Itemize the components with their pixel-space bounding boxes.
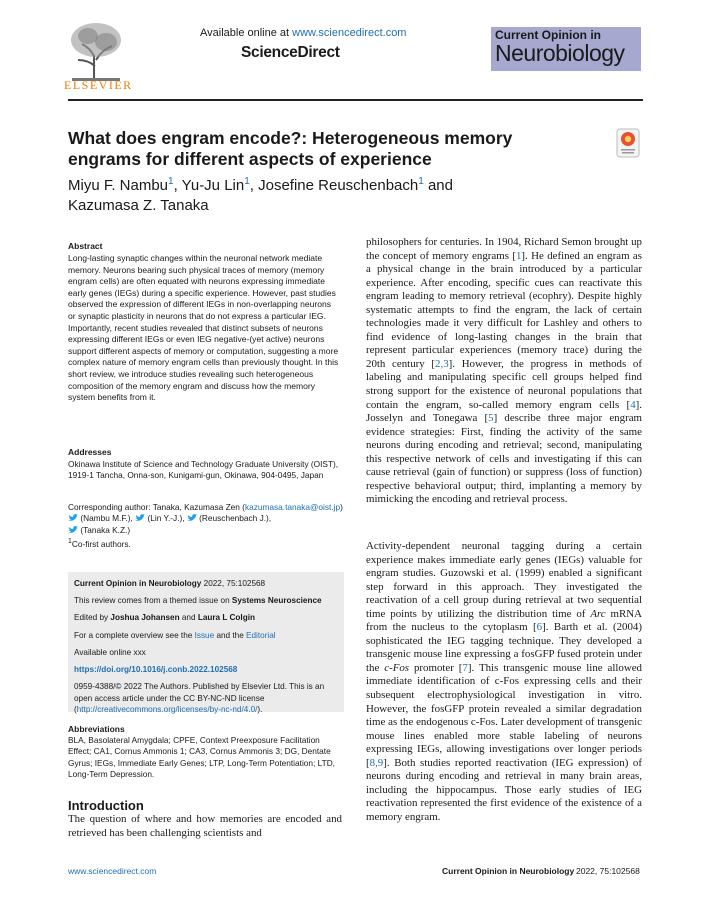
gene-name: Arc [590, 607, 606, 620]
correspondence [68, 502, 348, 550]
introduction-heading: Introduction [68, 798, 144, 813]
sciencedirect-link[interactable]: www.sciencedirect.com [292, 27, 407, 39]
elsevier-tree-logo [68, 20, 124, 84]
twitter-icon[interactable] [187, 514, 197, 522]
body-text: promoter [ [409, 661, 463, 674]
author-separator: , [249, 177, 259, 194]
editor-2: Laura L Colgin [197, 613, 255, 623]
check-for-updates-icon[interactable] [616, 128, 640, 158]
abbreviations-heading: Abbreviations [68, 724, 125, 734]
journal-banner-line2: Neurobiology [495, 40, 625, 66]
article-title: What does engram encode?: Heterogeneous memory engrams for different aspects of experience [68, 128, 513, 169]
editors-and: and [179, 613, 198, 623]
email-link[interactable]: kazumasa.tanaka@oist.jp [244, 502, 341, 512]
citation-link[interactable]: 4 [630, 398, 636, 411]
twitter-handle: (Lin Y.-J.), [147, 513, 185, 524]
addresses-heading: Addresses [68, 447, 112, 457]
body-text: ] describe three major engram evidence strategies: First, finding the activity of the same neurons during encoding and retrieval; second, manipulating this respective network of cells and investigating if this can cause retrieval (gain of function) or suppress (loss of function) respective behavioral output; third, implanting a memory by mimicking the encoding and retrieval process. [366, 412, 643, 506]
available-online [200, 27, 406, 39]
publisher-name: ELSEVIER [64, 78, 133, 92]
info-journal: Current Opinion in Neurobiology [74, 579, 202, 588]
license-suffix: ). [257, 705, 263, 715]
author-separator: and [423, 177, 453, 194]
body-text: ]. Josselyn and Tonegawa [ [366, 398, 642, 425]
body-text: ]. Barth et al. (2004) sophisticated the IEG tagging technique. They developed a transgenic mouse line expressing a fosGFP fused protein under the [366, 621, 642, 674]
body-paragraph-2 [366, 540, 642, 824]
cofirst-note: Co-first authors. [71, 538, 131, 549]
citation-link[interactable]: 1 [515, 249, 522, 262]
twitter-handle: (Tanaka K.Z.) [80, 524, 131, 535]
author-separator: , [173, 177, 182, 194]
correspondence-prefix: Corresponding author: Tanaka, Kazumasa Zen ( [68, 502, 245, 512]
footer-url[interactable]: www.sciencedirect.com [68, 866, 157, 876]
info-citation: 2022, 75:102568 [201, 579, 266, 588]
editor-1: Joshua Johansen [110, 613, 180, 623]
author-name: Yu-Ju Lin [181, 177, 245, 194]
header-divider [68, 99, 643, 101]
article-info [74, 578, 340, 715]
author-name: Josefine Reuschenbach [258, 177, 419, 194]
abstract-text: Long-lasting synaptic changes within the neuronal network mediate memory. Neurons bearing such physical traces of memory (memory engram cells) are often equated with neurons expressing immediate early genes (IEGs) during a specific experience. However, past studies observed the expression of different IEGs in non-overlapping neurons or synaptic plasticity in neurons that do not express a particular IEG. Importantly, recent studies revealed that distinct subsets of neurons expressing different IEGs or even IEG negative-(yet active) neurons support different aspects of memory or computation, suggesting a more complex nature of memory engram cells than previously thought. In this short review, we introduce studies revealing such heterogeneous composition of the memory engram and discuss how the memory system benefits from it. [68, 253, 339, 403]
author-list [68, 172, 588, 216]
edited-prefix: Edited by [74, 613, 111, 623]
journal-banner-line1: Current Opinion in [495, 28, 601, 42]
citation-link[interactable]: 7 [462, 661, 468, 674]
citation-link[interactable]: 8,9 [369, 756, 384, 769]
author-affiliation: 1 [244, 176, 250, 187]
body-text: philosophers for centuries. In 1904, Richard Semon brought up the concept of memory engrams [ [366, 236, 642, 262]
author-name: Miyu F. Nambu [68, 177, 169, 194]
doi-link[interactable]: https://doi.org/10.1016/j.conb.2022.102568 [74, 665, 238, 675]
cofirst-marker: 1 [68, 538, 72, 546]
overview-and: and the [214, 630, 247, 640]
author-name: Kazumasa Z. Tanaka [68, 197, 209, 214]
footer-journal: Current Opinion in Neurobiology [442, 866, 575, 876]
themed-prefix: This review comes from a themed issue on [74, 596, 232, 606]
twitter-handle: (Nambu M.F.), [80, 513, 133, 524]
body-text: mRNA from the nucleus to the cytoplasm [ [366, 607, 643, 634]
correspondence-suffix: ) [340, 502, 343, 512]
editorial-link[interactable]: Editorial [246, 630, 276, 640]
addresses-text: Okinawa Institute of Science and Technology Graduate University (OIST), 1919-1 Tancha, Onna-son, Kunigami-gun, Okinawa, 904-0495, Japan [68, 459, 339, 480]
license-text: 0959-4388/© 2022 The Authors. Published by Elsevier Ltd. This is an open access article under the CC BY-NC-ND license ( [74, 682, 325, 715]
twitter-icon[interactable] [68, 526, 78, 534]
available-prefix: Available online at [200, 27, 293, 39]
footer-volume: 2022, 75:102568 [576, 866, 640, 876]
issue-link[interactable]: Issue [194, 630, 215, 640]
abstract-heading: Abstract [68, 241, 103, 251]
body-text: Activity-dependent neuronal tagging during a certain experience makes immediate early genes (IEGs) valuable for engram studies. Guzowski et al. (1999) enabled a significant step forward in this approach. They investigated the reactivation of a cell group during retrieval at two sequential time points by utilizing the distribution time of [366, 540, 642, 620]
available-online-date: Available online xxx [74, 647, 146, 657]
license-link[interactable]: http://creativecommons.org/licenses/by-nc-nd/4.0/ [76, 705, 258, 715]
twitter-icon[interactable] [68, 514, 78, 522]
abbreviations-text: BLA, Basolateral Amygdala; CPFE, Context Preexposure Facilitation Effect; CA1, Cornus Ammonis 1; CA3, Cornus Ammonis 3; DG, Dentate Gyrus; IEGs, Immediate Early Genes; LTP, Long-Term Potentiation; LTD, Long-Term Depression. [68, 735, 335, 779]
twitter-handle: (Reuschenbach J.), [199, 513, 272, 524]
body-text: ]. He defined an engram as a physical change in the brain introduced by a particular experience. After encoding, specific cues can reactivate this engram leading to memory retrieval (ecophry). Despite highly systematic attempts to find the engram, the lack of certain technologies made it very difficult for Lashley and others to find evidence of long-lasting changes in the brain that represent particular experiences (memory trace) during the 20th century [ [366, 249, 643, 370]
body-text: ]. Both studies reported reactivation (IEG expression) of neurons during encoding and retrieval in many brain areas, including the hippocampus. Those early studies of IEG reactivation represented the first evidence of the existence of a memory engram. [366, 756, 642, 823]
introduction-text: The question of where and how memories are encoded and retrieved has been challenging scientists and [68, 813, 342, 839]
author-affiliation: 1 [168, 176, 174, 187]
themed-issue: Systems Neuroscience [231, 596, 322, 606]
citation-link[interactable]: 5 [488, 412, 494, 425]
twitter-icon[interactable] [135, 514, 145, 522]
gene-name: c-Fos [384, 661, 410, 674]
body-paragraph-1 [366, 236, 642, 507]
platform-name: ScienceDirect [241, 44, 340, 61]
overview-prefix: For a complete overview see the [74, 630, 195, 640]
body-text: ]. However, the progress in methods of labeling and manipulating specific cell groups helped find strong support for the existence of neuronal populations that contain the engram, so-called memory engram cells [ [366, 357, 642, 411]
citation-link[interactable]: 6 [536, 621, 543, 634]
citation-link[interactable]: 2,3 [435, 357, 449, 370]
body-text: ]. This transgenic mouse line allowed immediate identification of c-Fos expressing cells and their subsequent electrophysiological investigation in vitro. However, the fosGFP protein revealed a similar degradation time as the endogenous c-Fos. Later development of transgenic mouse lines enabled more stable labeling of neurons expressing IEGs, allowing investigations over longer periods [ [366, 661, 642, 769]
author-affiliation: 1 [418, 176, 424, 187]
